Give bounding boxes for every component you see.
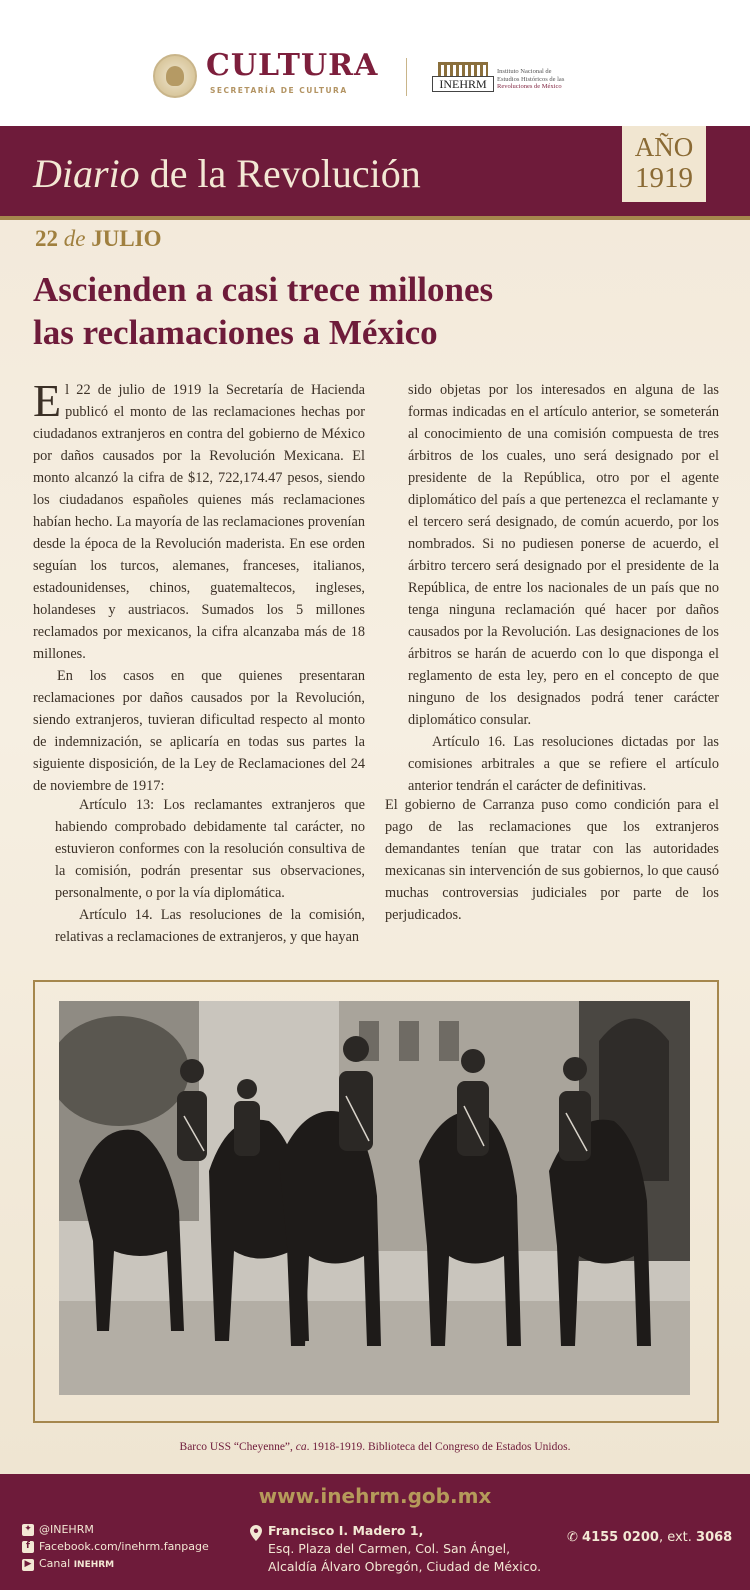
caption-text-start: Barco USS “Cheyenne”, (179, 1441, 296, 1453)
youtube-channel (39, 1555, 114, 1574)
photo-caption (0, 1441, 750, 1453)
social-links (22, 1521, 209, 1574)
publication-title (33, 150, 421, 197)
facebook-icon: f (22, 1541, 34, 1553)
address-street: Francisco I. Madero 1, (268, 1523, 424, 1538)
quote-articulo-14-cont: sido objetas por los interesados en alguna de las formas indicadas en el artículo anterior, se someterán al conocimiento de una comisión compuesta de tres árbitros de los cuales, uno será designado por el presidente de la República, otro por el agente diplomático del país a que pertenezca el reclamante y el tercero será designado, de común acuerdo, por los nombrados. Si no pudiesen ponerse de acuerdo, el árbitro tercero será designado por el presidente de la República, de entre los nacionales de un país que no tenga ninguna reclamación qué hacer por daños causados por la Revolución. Las designaciones de los árbitros se harán de acuerdo con lo que disponga el reglamento de esta ley, pero en el concepto de que ninguno de los designados podrá tener carácter diplomático consular. (408, 382, 719, 728)
article-paragraph-3: El gobierno de Carranza puso como condición para el pago de las reclamaciones que los extranjeros demandantes tenían que tratar con las autoridades mexicanas sin intervención de sus gobiernos, lo que causó muchas controversias judiciales por parte de los perjudicados. (385, 797, 719, 923)
article-column-right-bottom (385, 794, 719, 926)
headline-line2: las reclamaciones a México (33, 313, 438, 352)
year-value: 1919 (635, 162, 693, 194)
address-line2: Esq. Plaza del Carmen, Col. San Ángel, (268, 1541, 511, 1556)
phone-ext-label: , ext. (658, 1530, 697, 1545)
law-quote-left (55, 794, 365, 948)
location-pin-icon (250, 1525, 262, 1541)
publication-title-italic: Diario (33, 151, 140, 196)
caption-circa: ca (295, 1441, 307, 1453)
drop-cap: E (33, 375, 62, 426)
article-column-left (33, 375, 365, 797)
publication-title-rest: de la Revolución (139, 151, 421, 196)
inehrm-desc-line1: Instituto Nacional de (497, 68, 552, 75)
national-seal-logo (153, 54, 197, 98)
quote-articulo-14: Artículo 14. Las resoluciones de la comisión, relativas a reclamaciones de extranjeros, y que hayan (55, 907, 365, 945)
youtube-link[interactable] (22, 1555, 209, 1574)
youtube-icon: ▶ (22, 1559, 34, 1571)
article-paragraph-2: En los casos en que quienes presentaran reclamaciones por daños causados por la Revolución, siendo extranjeros, tuvieran dificultad respecto al monto de indemnización, se aplicaría en todas sus partes la siguiente disposición, de la Ley de Reclamaciones del 24 de noviembre de 1917: (33, 668, 365, 794)
phone-number[interactable] (567, 1530, 732, 1545)
headline-line1: Ascienden a casi trece millones (33, 270, 494, 309)
article-paragraph (33, 375, 365, 665)
phone-ext: 3068 (696, 1530, 733, 1545)
twitter-link[interactable] (22, 1521, 209, 1538)
youtube-name: INEHRM (73, 1560, 115, 1570)
article-date (35, 226, 162, 252)
date-de: de (63, 226, 86, 251)
address (268, 1522, 541, 1576)
paragraph-1: l 22 de julio de 1919 la Secretaría de Hacienda publicó el monto de las reclamaciones hechas por ciudadanos extranjeros en contra del gobierno de México por daños causados por la Revolución Mexicana. El monto alcanzó la cifra de $12, 722,174.47 pesos, siendo los ciudadanos españoles quienes más reclamaciones habían hecho. La mayoría de las reclamaciones provenían desde la época de la Revolución maderista. En ese orden seguían los turcos, alemanes, franceses, italianos, estadounidenses, chinos, guatemaltecos, ingleses, holandeses y austriacos. Sumados los 5 millones reclamados por mexicanos, la cifra alcanzaba más de 18 millones. (33, 382, 365, 662)
address-line3: Alcaldía Álvaro Obregón, Ciudad de México. (268, 1559, 542, 1574)
article-headline (33, 268, 633, 354)
facebook-link[interactable] (22, 1538, 209, 1555)
quote-articulo-16: Artículo 16. Las resoluciones dictadas por las comisiones arbitrales a que se refiere el artículo anterior tendrán el carácter de definitivas. (408, 734, 719, 794)
header-divider (406, 58, 407, 96)
cultura-subtitle: SECRETARÍA DE CULTURA (210, 86, 348, 95)
inehrm-logo (432, 60, 494, 92)
cultura-brand: CULTURA (206, 48, 379, 83)
inehrm-desc-line2: Estudios Históricos de las (497, 75, 565, 83)
year-label: AÑO (634, 132, 694, 162)
caption-text-end: . 1918-1919. Biblioteca del Congreso de Estados Unidos. (306, 1441, 571, 1453)
date-month: JULIO (91, 226, 162, 251)
website-link[interactable]: www.inehrm.gob.mx (258, 1484, 492, 1508)
twitter-handle: @INEHRM (39, 1523, 94, 1536)
inehrm-logo-text: INEHRM (432, 76, 494, 92)
youtube-prefix: Canal (39, 1557, 74, 1570)
cavalry-photo-illustration (59, 1001, 690, 1395)
date-day: 22 (35, 226, 58, 251)
inehrm-description (497, 68, 564, 91)
building-columns-icon (438, 62, 488, 76)
twitter-icon: ✦ (22, 1524, 34, 1536)
phone-icon: ✆ (567, 1530, 578, 1545)
year-badge (622, 126, 706, 202)
facebook-url: Facebook.com/inehrm.fanpage (39, 1540, 209, 1553)
historical-photo (59, 1001, 690, 1395)
phone-main: 4155 0200 (582, 1530, 659, 1545)
law-quote-right (408, 379, 719, 797)
inehrm-desc-line3: Revoluciones de México (497, 83, 562, 90)
quote-articulo-13: Artículo 13: Los reclamantes extranjeros que habiendo comprobado debidamente tal carácter, no estuvieron conformes con la resolución consultiva de la comisión, podrán presentar sus observaciones, personalmente, o por la vía diplomática. (55, 797, 365, 901)
header (0, 0, 750, 126)
